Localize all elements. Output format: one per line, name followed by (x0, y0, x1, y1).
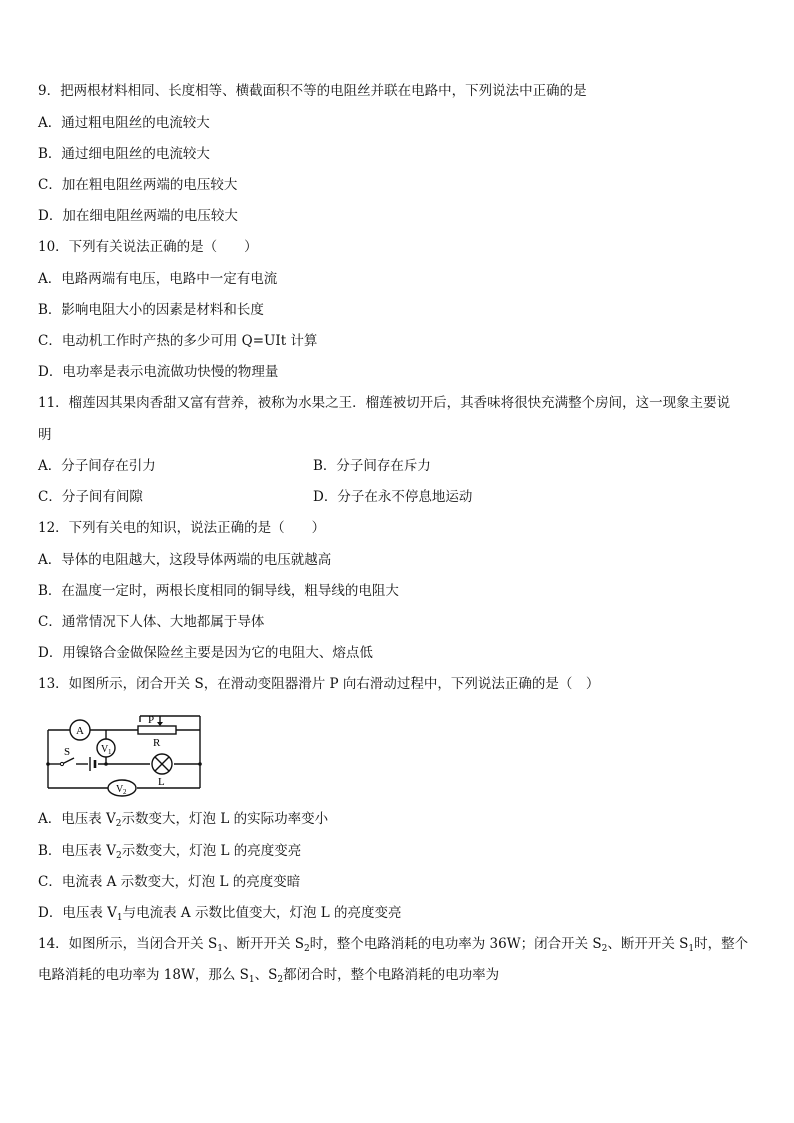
ammeter-label: A (76, 725, 84, 737)
q12-option-b: B．在温度一定时，两根长度相同的铜导线，粗导线的电阻大 (38, 583, 399, 599)
voltmeter1-label: V (101, 744, 109, 755)
q12-option-a: A．导体的电阻越大，这段导体两端的电压就越高 (38, 552, 332, 568)
q14-stem-line1: 14．如图所示，当闭合开关 $S_1$、断开开关 $S_2$时，整个电路消耗的电功率为 36W；闭合开关 $S_2$、断开开关 $S_1$时，整个 (38, 936, 749, 954)
q12-stem: 12．下列有关电的知识，说法正确的是（ ） (38, 520, 326, 536)
q11-option-b: B．分子间存在斥力 (313, 458, 431, 474)
lamp-label: L (158, 776, 165, 788)
voltmeter2-label: V (116, 784, 124, 795)
resistor-label: R (153, 737, 161, 749)
q11-option-a: A．分子间存在引力 (38, 458, 156, 474)
q13-option-b: B．电压表 $V_2$示数变大，灯泡 L 的亮度变亮 (38, 843, 302, 861)
q13-stem: 13．如图所示，闭合开关 S，在滑动变阻器滑片 P 向右滑动过程中，下列说法正确的是（ ） (38, 676, 600, 692)
q12-option-c: C．通常情况下人体、大地都属于导体 (38, 614, 265, 630)
q13-option-d: D．电压表 $V_1$与电流表 A 示数比值变大，灯泡 L 的亮度变亮 (38, 905, 402, 923)
q9-option-d: D．加在细电阻丝两端的电压较大 (38, 208, 238, 224)
q10-option-b: B．影响电阻大小的因素是材料和长度 (38, 302, 264, 318)
q10-option-a: A．电路两端有电压，电路中一定有电流 (38, 271, 278, 287)
voltmeter1-sub: 1 (108, 748, 112, 756)
q9-option-b: B．通过细电阻丝的电流较大 (38, 146, 210, 162)
q9-option-c: C．加在粗电阻丝两端的电压较大 (38, 177, 238, 193)
q13-option-c: C．电流表 A 示数变大，灯泡 L 的亮度变暗 (38, 874, 301, 890)
circuit-diagram (40, 708, 212, 800)
q9-option-a: A．通过粗电阻丝的电流较大 (38, 115, 210, 131)
q13-option-a: A．电压表 $V_2$示数变大，灯泡 L 的实际功率变小 (38, 811, 329, 829)
q10-stem: 10．下列有关说法正确的是（ ） (38, 239, 258, 255)
q10-option-d: D．电功率是表示电流做功快慢的物理量 (38, 364, 279, 380)
switch-label: S (64, 746, 71, 758)
q11-stem-line2: 明 (38, 427, 52, 443)
q9-stem: 9．把两根材料相同、长度相等、横截面积不等的电阻丝并联在电路中，下列说法中正确的是 (38, 83, 587, 99)
voltmeter2-sub: 2 (123, 788, 127, 796)
q11-option-d: D．分子在永不停息地运动 (313, 489, 473, 505)
q14-stem-line2: 电路消耗的电功率为 18W，那么 $S_1$、$S_2$都闭合时，整个电路消耗的电功率为 (38, 967, 500, 985)
q10-option-c: C．电动机工作时产热的多少可用 Q=UIt 计算 (38, 333, 318, 349)
slider-label: P (148, 714, 155, 726)
q12-option-d: D．用镍铬合金做保险丝主要是因为它的电阻大、熔点低 (38, 645, 373, 661)
q11-stem-line1: 11．榴莲因其果肉香甜又富有营养，被称为水果之王．榴莲被切开后，其香味将很快充满整个房间，这一现象主要说 (38, 395, 731, 411)
q11-option-c: C．分子间有间隙 (38, 489, 143, 505)
